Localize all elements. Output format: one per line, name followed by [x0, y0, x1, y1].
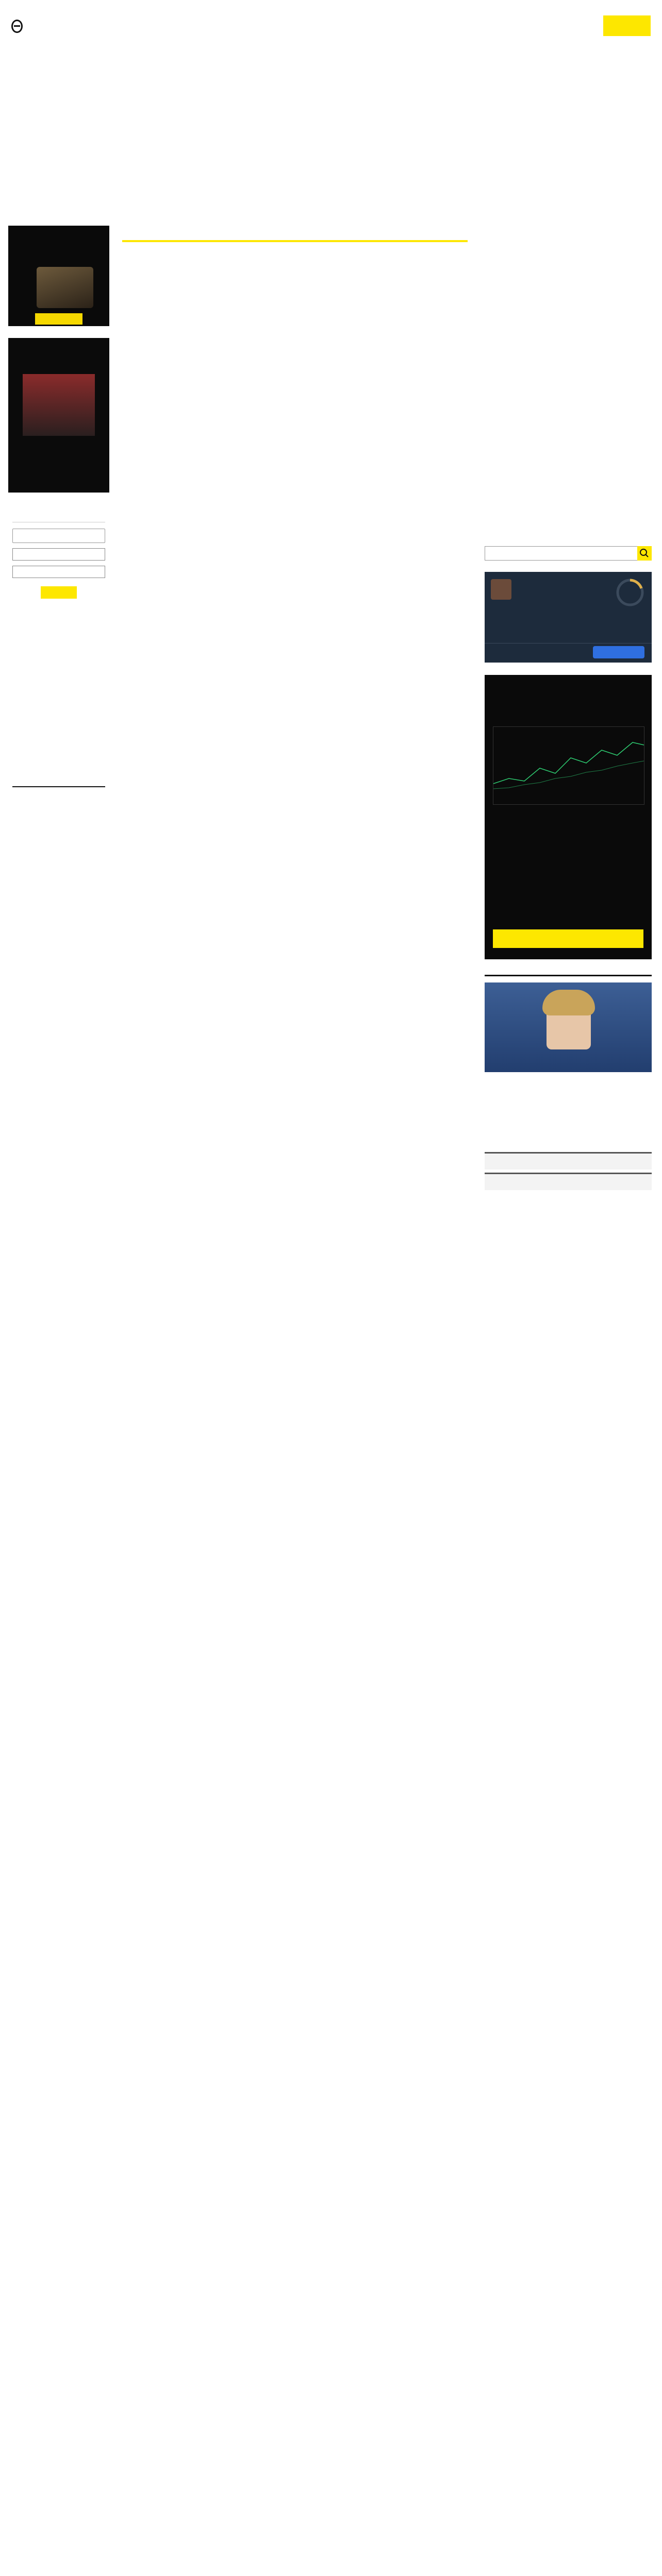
- login-submit-button[interactable]: [41, 586, 77, 599]
- maduro-thumbnail: [491, 579, 511, 600]
- login-button[interactable]: [603, 15, 651, 36]
- site-header: [0, 0, 662, 58]
- password-input[interactable]: [12, 566, 105, 578]
- premium-signup-button[interactable]: [493, 929, 643, 948]
- top-stories-title: [485, 969, 652, 976]
- zerohedge-reads: [12, 783, 105, 791]
- reads-title: [12, 783, 105, 787]
- view-market-button[interactable]: [593, 646, 644, 658]
- section-title-underline: [122, 240, 468, 242]
- login-panel: [12, 518, 105, 606]
- top-story-image[interactable]: [485, 982, 652, 1072]
- search-icon: [637, 546, 652, 561]
- todays-top-stories: [485, 969, 652, 1072]
- google-login-button[interactable]: [12, 529, 105, 543]
- username-input[interactable]: [12, 548, 105, 561]
- nav-row-primary: [249, 19, 620, 31]
- top-story-hair: [542, 990, 595, 1015]
- search-input[interactable]: [485, 546, 639, 561]
- login-title: [12, 518, 105, 522]
- polymarket-widget[interactable]: [485, 572, 652, 663]
- ad-product-image: [37, 267, 93, 308]
- search-button[interactable]: [637, 546, 652, 561]
- mag7-chart-lines: [493, 727, 644, 804]
- theta-logo-icon: [11, 20, 23, 33]
- mag7-chart-image: [493, 726, 644, 805]
- main-nav: [249, 19, 620, 43]
- mag7-premium-promo: [485, 675, 652, 959]
- ad-stock-up-button[interactable]: [35, 313, 82, 325]
- probability-gauge-icon: [615, 577, 646, 608]
- contact-information-accordion[interactable]: [485, 1152, 652, 1170]
- ad-zerohedge-debates[interactable]: [8, 338, 109, 493]
- ad2-image: [23, 374, 95, 436]
- suggested-reading-accordion[interactable]: [485, 1173, 652, 1190]
- site-logo[interactable]: [11, 20, 26, 33]
- ad-prep-with-purpose[interactable]: [8, 226, 109, 326]
- nav-row-secondary: [249, 31, 620, 43]
